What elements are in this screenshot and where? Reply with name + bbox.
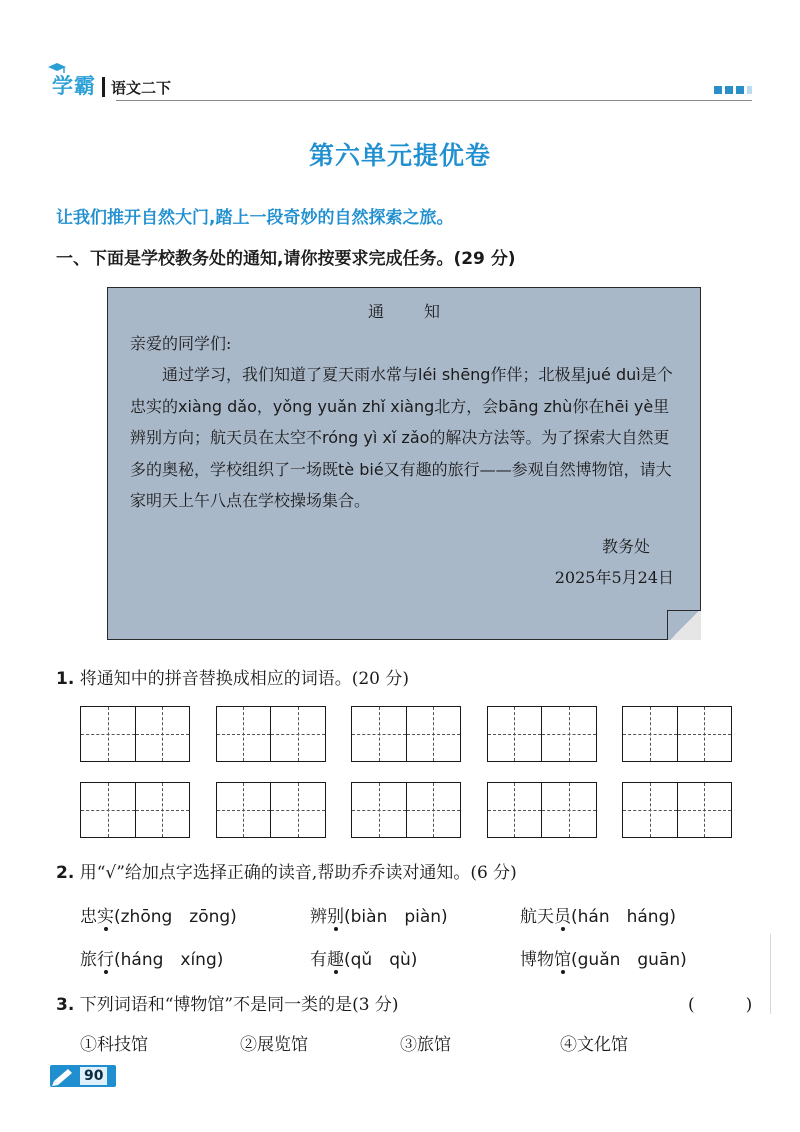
page-title: 第六单元提优卷 (308, 141, 491, 170)
question-3 (56, 990, 399, 1015)
notice-signature: 教务处 (601, 536, 650, 556)
brand-name: 学霸 (52, 74, 96, 98)
answer-box[interactable] (487, 706, 597, 762)
intro-text: 让我们推开自然大门,踏上一段奇妙的自然探索之旅。 (56, 208, 454, 228)
answer-grid-row-2 (80, 782, 732, 838)
page-edge (770, 934, 771, 1014)
page-number: 90 (80, 1067, 107, 1085)
choice-1[interactable]: ①科技馆 (80, 1035, 148, 1055)
answer-box[interactable] (216, 706, 326, 762)
choice-4[interactable]: ④文化馆 (560, 1035, 628, 1055)
answer-box[interactable] (622, 706, 732, 762)
question-number: 1. (56, 669, 75, 689)
answer-box[interactable] (80, 782, 190, 838)
brand-logo (52, 70, 96, 100)
dot (747, 86, 752, 94)
question-text: 用“√”给加点字选择正确的读音,帮助乔乔读对通知。(6 分) (79, 863, 517, 883)
page-header (52, 70, 752, 104)
question-number: 3. (56, 995, 75, 1015)
dot (725, 86, 733, 94)
brand-separator (102, 77, 105, 97)
pencil-icon (50, 1065, 78, 1087)
dot (714, 86, 722, 94)
pronunciation-item[interactable]: 有趣(qǔ qù) (310, 950, 418, 970)
notice-greeting: 亲爱的同学们: (130, 333, 232, 353)
page-fold-corner (667, 610, 701, 640)
pronunciation-item[interactable]: 博物馆(guǎn guān) (520, 950, 687, 970)
choices-row (80, 1030, 720, 1055)
brand (52, 70, 171, 100)
answer-box[interactable] (216, 782, 326, 838)
section-1-heading: 一、下面是学校教务处的通知,请你按要求完成任务。(29 分) (56, 249, 516, 269)
pronunciation-row-2 (80, 945, 740, 970)
choice-3[interactable]: ③旅馆 (400, 1035, 451, 1055)
header-rule (116, 100, 752, 101)
answer-grid-row-1 (80, 706, 732, 762)
graduation-cap-icon (46, 62, 68, 74)
answer-box[interactable] (487, 782, 597, 838)
notice-box (107, 287, 701, 640)
pronunciation-item[interactable]: 航天员(hán háng) (520, 907, 676, 927)
pronunciation-item[interactable]: 忠实(zhōng zōng) (80, 907, 237, 927)
pronunciation-item[interactable]: 旅行(háng xíng) (80, 950, 224, 970)
page-number-badge (50, 1065, 116, 1087)
notice-date: 2025年5月24日 (554, 568, 674, 587)
question-text: 将通知中的拼音替换成相应的词语。(20 分) (79, 669, 410, 689)
pronunciation-item[interactable]: 辨别(biàn piàn) (310, 907, 448, 927)
question-text: 下列词语和“博物馆”不是同一类的是(3 分) (79, 995, 399, 1015)
notice-title: 通知 (367, 302, 480, 321)
choice-2[interactable]: ②展览馆 (240, 1035, 308, 1055)
notice-body: 通过学习，我们知道了夏天雨水常与léi shēng作伴；北极星jué duì是个忠实的xiàng dǎo，yǒng yuǎn zhǐ xiàng北方，会bāng zhù你在hēi yè里辨别方向；航天员在太空不róng yì xǐ zǎo的解决方法等。为了探索大自然更多的奥秘，学校组织了一场既tè bié又有趣的旅行——参观自然博物馆，请大家明天上午八点在学校操场集合。 (130, 365, 673, 510)
answer-box[interactable] (351, 782, 461, 838)
subject-label: 语文二下 (111, 79, 172, 97)
answer-box[interactable] (622, 782, 732, 838)
question-number: 2. (56, 863, 75, 883)
answer-paren[interactable]: ( ) (688, 995, 753, 1015)
question-2 (56, 858, 517, 883)
question-1 (56, 664, 409, 689)
pronunciation-row-1 (80, 902, 740, 927)
dot (736, 86, 744, 94)
answer-box[interactable] (80, 706, 190, 762)
progress-dots (714, 86, 752, 94)
answer-box[interactable] (351, 706, 461, 762)
